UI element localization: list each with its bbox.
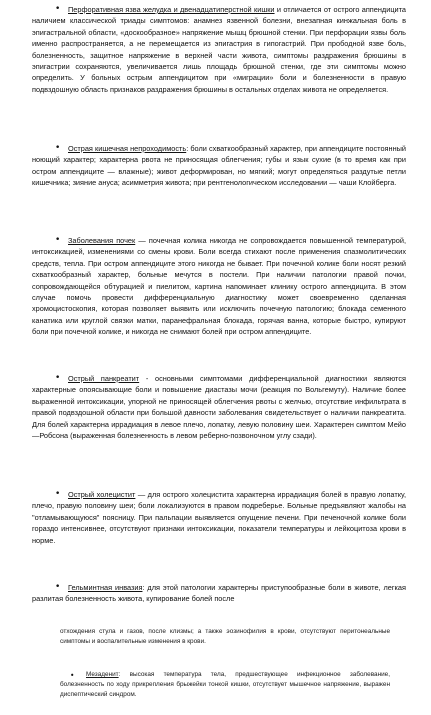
paragraph-pancreatitis <box>32 373 406 441</box>
paragraph-mezadenit <box>60 670 390 701</box>
paragraph-text: : боли схваткообразный характер, при аппендиците постоянный ноющий характер; характерна рвота не приносящая облегчения; губы и язык сухие (в то время как при остром аппендиците — влажные); живот деформирован, но мягкий; могут определяться раздутые петли кишечника; зияние ануса; асимметрия живота; при рентгенологическом исследовании — чаши Клойберга. <box>32 144 407 188</box>
bullet-icon: • <box>55 489 61 499</box>
bullet-icon: • <box>55 235 61 245</box>
paragraph-title: Мезаденит <box>86 671 119 678</box>
paragraph-intestinal-obstruction <box>32 143 406 189</box>
bullet-icon: • <box>55 143 61 153</box>
paragraph-text: : для этой патологии характерны приступообразные боли в животе, легкая разлитая болезненность живота, купирование болей после <box>32 583 406 604</box>
paragraph-title: Гельминтная инвазия <box>68 583 143 592</box>
paragraph-title: Перфоративная язва желудка и двенадцатиперстной кишки <box>68 5 275 14</box>
paragraph-title: Острая кишечная непроходимость <box>68 144 187 153</box>
paragraph-text: — почечная колика никогда не сопровождается повышенной температурой, интоксикацией, изменениями со смены крови. Боли всегда стихают после применения спазмолитических средств, тепла. При остром аппендиците этого никогда не бывает. При почечной колике боли носят резкий схваткообразный характер, больные мечутся в постели. При наличии патологии правой почки, сопровождающейся обтурацией и пиелитом, картина напоминает клинику острого аппендицита. В этом случае помочь провести дифференциальную диагностику может своевременно сделанная хромоцистоскопия, которая позволяет выявить или исключить почечную патологию; блокада семенного канатика или круглой связки матки, паранефральная блокада, горячая ванна, которые быстро, купируют боли при почечной колике, и никогда не снимают болей при остром аппендиците. <box>32 236 406 337</box>
paragraph-perforated-ulcer <box>32 4 406 95</box>
paragraph-text: - основными симптомами дифференциальной диагностики являются характерные опоясывающие боли и повышение диастазы мочи (реакция по Вольгемуту). Наличие более выраженной интоксикации, упорной не приносящей облегчения рвоты с желчью, отсутствие инфильтрата в правой подвздошной области при большой давности заболевания свидетельствует о наличии панкреатита. Для болей характерна иррадиация в левое плечо, лопатку, левую половину шеи. Характерен симптом Мейо—Робсона (выраженная болезненность в левом реберно-позвоночном углу сзади). <box>32 374 406 441</box>
paragraph-title: Острый холецистит <box>68 490 136 499</box>
bullet-icon: • <box>70 671 75 680</box>
paragraph-helminthic-continuation <box>60 627 390 647</box>
paragraph-text: — для острого холецистита характерна иррадиация болей в правую лопатку, плечо, правую половину шеи; боли локализуются в правом подреберье. Больные предъявляют жалобы на "отламывающуюся" поясницу. При пальпации выявляется опущение печени. При печеночной колике боли гораздо интенсивнее, отсутствуют признаки интоксикации, показатели температуры и лейкоцитоза крови в норме. <box>32 490 406 545</box>
bullet-icon: • <box>55 582 61 592</box>
paragraph-title: Острый панкреатит <box>68 374 140 383</box>
bullet-icon: • <box>55 4 61 14</box>
bullet-icon: • <box>55 373 61 383</box>
paragraph-helminthic-invasion <box>32 582 406 605</box>
paragraph-text: : высокая температура тела, предшествующее инфекционное заболевание, болезненность по ходу прикрепления брыжейки тонкой кишки, отсутствует мышечное напряжение, выражен диспептический синдром. <box>60 671 390 699</box>
paragraph-cholecystitis <box>32 489 406 546</box>
paragraph-text: и отличается от острого аппендицита наличием классической триады симптомов: анамнез язвенной болезни, внезапная кинжальная боль в эпигастральной области, «доскообразное» напряжение мышц брюшной стенки. При перфорации язвы боль именно распространяется, а не перемещается из эпигастрия в гипогастрий. При прободной язве боль, болезненность, защитное напряжение в верхней части живота, симптомы раздражения брюшины в эпигастрии сохраняются, увеличивается лишь площадь брюшной стенки, где эти симптомы можно определить. У больных острым аппендицитом при «миграции» боли и болезненности в правую подвздошную область признаков раздражения брюшины в остальных отделах живота не определяется. <box>32 5 406 94</box>
paragraph-title: Заболевания почек <box>68 236 136 245</box>
paragraph-kidney-disease <box>32 235 406 338</box>
paragraph-text: отхождения стула и газов, после клизмы; а также эозинофилия в крови, отсутствуют перитонеальные симптомы и воспалительные изменения в крови. <box>60 628 390 646</box>
